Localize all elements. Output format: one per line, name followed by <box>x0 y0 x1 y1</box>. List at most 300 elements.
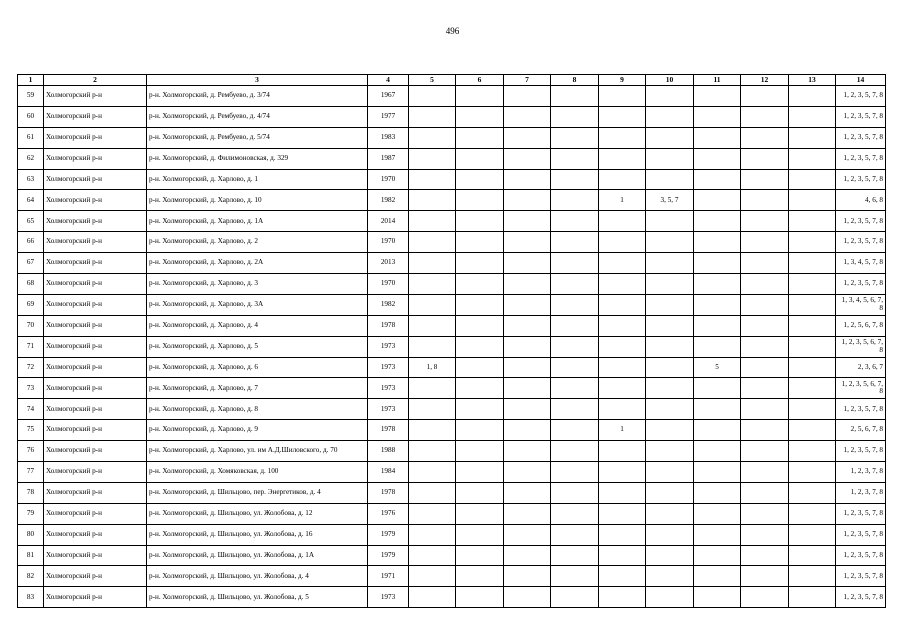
column-header-6: 6 <box>456 75 504 86</box>
table-cell-col-14: 1, 2, 3, 5, 7, 8 <box>836 503 886 524</box>
table-cell-col-12 <box>741 190 789 211</box>
table-cell-col-7 <box>504 294 551 315</box>
table-cell-col-11 <box>694 127 741 148</box>
table-cell-col-8 <box>551 127 599 148</box>
table-cell-col-8 <box>551 294 599 315</box>
table-cell-col-9 <box>599 503 646 524</box>
table-cell-col-12 <box>741 253 789 274</box>
table-cell-col-14: 1, 2, 3, 5, 7, 8 <box>836 169 886 190</box>
table-cell-col-11 <box>694 503 741 524</box>
table-cell-col-8 <box>551 462 599 483</box>
table-cell-col-13 <box>789 420 836 441</box>
column-header-10: 10 <box>646 75 694 86</box>
table-cell-col-8 <box>551 336 599 357</box>
column-header-7: 7 <box>504 75 551 86</box>
table-cell-col-8 <box>551 253 599 274</box>
table-cell-col-9 <box>599 211 646 232</box>
table-cell-col-12 <box>741 503 789 524</box>
table-cell-col-8 <box>551 482 599 503</box>
table-cell-col-6 <box>456 587 504 608</box>
table-cell-col-4: 1970 <box>368 274 409 295</box>
table-cell-col-14: 1, 2, 3, 5, 7, 8 <box>836 127 886 148</box>
table-cell-col-2: Холмогорский р-н <box>44 420 147 441</box>
table-cell-col-6 <box>456 336 504 357</box>
table-row <box>18 127 886 148</box>
table-cell-col-3: р-н. Холмогорский, д. Рембуево, д. 4/74 <box>147 106 368 127</box>
table-cell-col-1: 78 <box>18 482 44 503</box>
table-cell-col-6 <box>456 106 504 127</box>
table-cell-col-1: 83 <box>18 587 44 608</box>
table-cell-col-10 <box>646 357 694 378</box>
table-cell-col-1: 81 <box>18 545 44 566</box>
table-cell-col-3: р-н. Холмогорский, д. Харлово, д. 2А <box>147 253 368 274</box>
table-cell-col-4: 1977 <box>368 106 409 127</box>
table-cell-col-5 <box>409 211 456 232</box>
table-cell-col-7 <box>504 524 551 545</box>
table-cell-col-9 <box>599 462 646 483</box>
table-cell-col-10 <box>646 294 694 315</box>
table-cell-col-3: р-н. Холмогорский, д. Шильцово, ул. Жолобова, д. 1А <box>147 545 368 566</box>
table-cell-col-7 <box>504 462 551 483</box>
table-cell-col-10 <box>646 503 694 524</box>
table-cell-col-1: 64 <box>18 190 44 211</box>
table-cell-col-3: р-н. Холмогорский, д. Рембуево, д. 5/74 <box>147 127 368 148</box>
table-cell-col-2: Холмогорский р-н <box>44 148 147 169</box>
table-cell-col-10 <box>646 232 694 253</box>
table-cell-col-11 <box>694 315 741 336</box>
table-cell-col-7 <box>504 545 551 566</box>
column-header-8: 8 <box>551 75 599 86</box>
table-cell-col-8 <box>551 169 599 190</box>
table-cell-col-6 <box>456 420 504 441</box>
table-cell-col-14: 1, 2, 3, 5, 7, 8 <box>836 566 886 587</box>
table-cell-col-2: Холмогорский р-н <box>44 357 147 378</box>
table-cell-col-8 <box>551 357 599 378</box>
table-cell-col-5 <box>409 420 456 441</box>
table-cell-col-5 <box>409 566 456 587</box>
table-cell-col-11 <box>694 253 741 274</box>
table-row <box>18 587 886 608</box>
table-cell-col-7 <box>504 482 551 503</box>
table-cell-col-10 <box>646 211 694 232</box>
table-cell-col-7 <box>504 357 551 378</box>
table-cell-col-2: Холмогорский р-н <box>44 106 147 127</box>
table-cell-col-14: 1, 3, 4, 5, 6, 7, 8 <box>836 294 886 315</box>
table-row <box>18 399 886 420</box>
table-cell-col-11 <box>694 399 741 420</box>
table-cell-col-11 <box>694 566 741 587</box>
table-cell-col-4: 1978 <box>368 315 409 336</box>
table-cell-col-2: Холмогорский р-н <box>44 566 147 587</box>
page-number: 496 <box>445 26 460 36</box>
table-cell-col-12 <box>741 482 789 503</box>
column-header-11: 11 <box>694 75 741 86</box>
table-cell-col-9 <box>599 441 646 462</box>
table-cell-col-8 <box>551 211 599 232</box>
table-cell-col-13 <box>789 482 836 503</box>
table-cell-col-12 <box>741 106 789 127</box>
table-cell-col-5 <box>409 399 456 420</box>
table-cell-col-10 <box>646 587 694 608</box>
table-cell-col-7 <box>504 211 551 232</box>
table-cell-col-6 <box>456 86 504 107</box>
column-header-5: 5 <box>409 75 456 86</box>
table-cell-col-4: 1973 <box>368 336 409 357</box>
table-cell-col-12 <box>741 211 789 232</box>
table-cell-col-1: 60 <box>18 106 44 127</box>
table-cell-col-13 <box>789 315 836 336</box>
table-cell-col-5 <box>409 545 456 566</box>
table-cell-col-4: 1967 <box>368 86 409 107</box>
table-cell-col-9 <box>599 232 646 253</box>
table-cell-col-5 <box>409 253 456 274</box>
table-cell-col-13 <box>789 524 836 545</box>
table-cell-col-7 <box>504 274 551 295</box>
table-cell-col-12 <box>741 399 789 420</box>
table-cell-col-4: 1973 <box>368 357 409 378</box>
table-cell-col-11 <box>694 106 741 127</box>
table-cell-col-4: 1984 <box>368 462 409 483</box>
table-cell-col-6 <box>456 211 504 232</box>
table-cell-col-13 <box>789 378 836 399</box>
table-cell-col-3: р-н. Холмогорский, д. Харлово, д. 3А <box>147 294 368 315</box>
table-cell-col-6 <box>456 274 504 295</box>
table-cell-col-14: 1, 2, 3, 7, 8 <box>836 482 886 503</box>
table-cell-col-13 <box>789 462 836 483</box>
table-cell-col-1: 63 <box>18 169 44 190</box>
table-cell-col-7 <box>504 587 551 608</box>
table-cell-col-4: 1971 <box>368 566 409 587</box>
table-cell-col-13 <box>789 566 836 587</box>
table-cell-col-14: 1, 2, 3, 5, 7, 8 <box>836 232 886 253</box>
table-cell-col-11 <box>694 148 741 169</box>
table-cell-col-5 <box>409 503 456 524</box>
table-cell-col-8 <box>551 232 599 253</box>
table-cell-col-1: 62 <box>18 148 44 169</box>
table-cell-col-12 <box>741 462 789 483</box>
table-cell-col-9 <box>599 378 646 399</box>
table-cell-col-2: Холмогорский р-н <box>44 462 147 483</box>
table-cell-col-14: 1, 2, 3, 5, 7, 8 <box>836 106 886 127</box>
table-cell-col-9 <box>599 169 646 190</box>
table-cell-col-1: 82 <box>18 566 44 587</box>
table-cell-col-1: 75 <box>18 420 44 441</box>
table-cell-col-7 <box>504 503 551 524</box>
column-header-9: 9 <box>599 75 646 86</box>
table-cell-col-11 <box>694 587 741 608</box>
table-cell-col-2: Холмогорский р-н <box>44 441 147 462</box>
table-cell-col-2: Холмогорский р-н <box>44 315 147 336</box>
table-cell-col-8 <box>551 441 599 462</box>
table-cell-col-1: 76 <box>18 441 44 462</box>
table-cell-col-5 <box>409 587 456 608</box>
table-cell-col-13 <box>789 357 836 378</box>
table-cell-col-14: 1, 2, 3, 5, 6, 7, 8 <box>836 378 886 399</box>
table-cell-col-5 <box>409 274 456 295</box>
table-cell-col-8 <box>551 378 599 399</box>
table-cell-col-5 <box>409 106 456 127</box>
table-cell-col-9 <box>599 253 646 274</box>
table-cell-col-12 <box>741 274 789 295</box>
table-cell-col-4: 1973 <box>368 399 409 420</box>
table-cell-col-14: 1, 2, 3, 5, 7, 8 <box>836 148 886 169</box>
table-cell-col-10 <box>646 106 694 127</box>
table-row <box>18 294 886 315</box>
table-cell-col-6 <box>456 127 504 148</box>
table-cell-col-12 <box>741 315 789 336</box>
table-cell-col-4: 1979 <box>368 545 409 566</box>
table-cell-col-13 <box>789 253 836 274</box>
table-row <box>18 106 886 127</box>
table-cell-col-7 <box>504 420 551 441</box>
table-cell-col-11 <box>694 462 741 483</box>
table-cell-col-2: Холмогорский р-н <box>44 211 147 232</box>
table-cell-col-7 <box>504 127 551 148</box>
table-cell-col-13 <box>789 148 836 169</box>
table-cell-col-8 <box>551 503 599 524</box>
table-cell-col-11 <box>694 294 741 315</box>
table-cell-col-14: 2, 3, 6, 7 <box>836 357 886 378</box>
table-cell-col-3: р-н. Холмогорский, д. Харлово, д. 1 <box>147 169 368 190</box>
table-cell-col-4: 1987 <box>368 148 409 169</box>
table-cell-col-11 <box>694 524 741 545</box>
table-cell-col-9 <box>599 399 646 420</box>
table-cell-col-4: 1979 <box>368 524 409 545</box>
table-cell-col-10 <box>646 566 694 587</box>
table-cell-col-1: 71 <box>18 336 44 357</box>
table-cell-col-9 <box>599 315 646 336</box>
table-cell-col-12 <box>741 148 789 169</box>
table-cell-col-5 <box>409 441 456 462</box>
table-cell-col-13 <box>789 294 836 315</box>
table-row <box>18 378 886 399</box>
table-cell-col-2: Холмогорский р-н <box>44 86 147 107</box>
table-cell-col-5 <box>409 336 456 357</box>
table-cell-col-14: 1, 2, 3, 5, 7, 8 <box>836 399 886 420</box>
table-cell-col-8 <box>551 148 599 169</box>
table-cell-col-1: 73 <box>18 378 44 399</box>
table-cell-col-11 <box>694 441 741 462</box>
table-cell-col-5 <box>409 232 456 253</box>
table-cell-col-4: 2013 <box>368 253 409 274</box>
table-cell-col-10: 3, 5, 7 <box>646 190 694 211</box>
table-cell-col-9 <box>599 336 646 357</box>
table-cell-col-11 <box>694 274 741 295</box>
table-cell-col-3: р-н. Холмогорский, д. Харлово, д. 8 <box>147 399 368 420</box>
table-cell-col-5 <box>409 86 456 107</box>
table-cell-col-9 <box>599 566 646 587</box>
table-cell-col-6 <box>456 253 504 274</box>
table-cell-col-2: Холмогорский р-н <box>44 294 147 315</box>
table-cell-col-2: Холмогорский р-н <box>44 524 147 545</box>
table-cell-col-6 <box>456 378 504 399</box>
table-cell-col-13 <box>789 86 836 107</box>
table-cell-col-7 <box>504 336 551 357</box>
table-cell-col-3: р-н. Холмогорский, д. Харлово, д. 5 <box>147 336 368 357</box>
table-cell-col-14: 1, 2, 3, 5, 7, 8 <box>836 587 886 608</box>
table-cell-col-12 <box>741 232 789 253</box>
table-cell-col-1: 65 <box>18 211 44 232</box>
table-cell-col-6 <box>456 524 504 545</box>
table-cell-col-3: р-н. Холмогорский, д. Харлово, д. 4 <box>147 315 368 336</box>
table-cell-col-12 <box>741 169 789 190</box>
table-cell-col-12 <box>741 420 789 441</box>
table-cell-col-6 <box>456 315 504 336</box>
table-cell-col-13 <box>789 336 836 357</box>
column-header-13: 13 <box>789 75 836 86</box>
table-cell-col-1: 74 <box>18 399 44 420</box>
table-cell-col-5 <box>409 294 456 315</box>
table-cell-col-10 <box>646 86 694 107</box>
table-cell-col-9 <box>599 545 646 566</box>
table-cell-col-1: 67 <box>18 253 44 274</box>
table-cell-col-6 <box>456 503 504 524</box>
table-cell-col-9 <box>599 86 646 107</box>
table-cell-col-2: Холмогорский р-н <box>44 545 147 566</box>
table-cell-col-12 <box>741 524 789 545</box>
table-cell-col-5: 1, 8 <box>409 357 456 378</box>
table-cell-col-3: р-н. Холмогорский, д. Харлово, д. 1А <box>147 211 368 232</box>
table-cell-col-5 <box>409 524 456 545</box>
table-cell-col-14: 1, 2, 3, 7, 8 <box>836 462 886 483</box>
table-row <box>18 545 886 566</box>
table-cell-col-2: Холмогорский р-н <box>44 232 147 253</box>
column-header-12: 12 <box>741 75 789 86</box>
table-cell-col-14: 4, 6, 8 <box>836 190 886 211</box>
table-cell-col-10 <box>646 420 694 441</box>
table-cell-col-2: Холмогорский р-н <box>44 399 147 420</box>
table-cell-col-5 <box>409 462 456 483</box>
table-cell-col-10 <box>646 441 694 462</box>
table-cell-col-6 <box>456 545 504 566</box>
table-row <box>18 253 886 274</box>
table-cell-col-3: р-н. Холмогорский, д. Харлово, д. 3 <box>147 274 368 295</box>
table-cell-col-13 <box>789 587 836 608</box>
column-header-3: 3 <box>147 75 368 86</box>
table-cell-col-10 <box>646 524 694 545</box>
table-row <box>18 524 886 545</box>
table-row <box>18 86 886 107</box>
table-cell-col-1: 77 <box>18 462 44 483</box>
table-row <box>18 566 886 587</box>
table-cell-col-7 <box>504 378 551 399</box>
table-cell-col-6 <box>456 462 504 483</box>
table-cell-col-5 <box>409 315 456 336</box>
table-cell-col-12 <box>741 441 789 462</box>
table-cell-col-9 <box>599 127 646 148</box>
table-cell-col-12 <box>741 378 789 399</box>
table-cell-col-7 <box>504 148 551 169</box>
table-row <box>18 462 886 483</box>
table-cell-col-4: 1982 <box>368 190 409 211</box>
table-cell-col-11 <box>694 190 741 211</box>
table-cell-col-7 <box>504 441 551 462</box>
table-cell-col-10 <box>646 127 694 148</box>
table-cell-col-11 <box>694 211 741 232</box>
table-cell-col-9 <box>599 357 646 378</box>
table-cell-col-11 <box>694 420 741 441</box>
table-cell-col-4: 1978 <box>368 420 409 441</box>
table-cell-col-1: 70 <box>18 315 44 336</box>
table-cell-col-6 <box>456 190 504 211</box>
table-cell-col-4: 1983 <box>368 127 409 148</box>
register-table <box>17 74 886 608</box>
table-body <box>18 86 886 608</box>
table-cell-col-5 <box>409 127 456 148</box>
table-cell-col-5 <box>409 190 456 211</box>
table-cell-col-3: р-н. Холмогорский, д. Харлово, ул. им А.Д.Шиловского, д. 70 <box>147 441 368 462</box>
table-cell-col-9 <box>599 106 646 127</box>
table-cell-col-7 <box>504 169 551 190</box>
table-cell-col-13 <box>789 274 836 295</box>
table-cell-col-6 <box>456 566 504 587</box>
table-cell-col-4: 1982 <box>368 294 409 315</box>
table-cell-col-3: р-н. Холмогорский, д. Хомяковская, д. 100 <box>147 462 368 483</box>
table-cell-col-6 <box>456 441 504 462</box>
table-cell-col-2: Холмогорский р-н <box>44 127 147 148</box>
table-cell-col-14: 1, 2, 5, 6, 7, 8 <box>836 315 886 336</box>
table-cell-col-10 <box>646 545 694 566</box>
table-cell-col-13 <box>789 106 836 127</box>
table-row <box>18 357 886 378</box>
table-cell-col-6 <box>456 294 504 315</box>
table-cell-col-10 <box>646 378 694 399</box>
table-cell-col-6 <box>456 357 504 378</box>
table-cell-col-12 <box>741 545 789 566</box>
table-cell-col-3: р-н. Холмогорский, д. Харлово, д. 10 <box>147 190 368 211</box>
table-cell-col-10 <box>646 253 694 274</box>
table-cell-col-1: 59 <box>18 86 44 107</box>
table-cell-col-2: Холмогорский р-н <box>44 378 147 399</box>
table-cell-col-13 <box>789 190 836 211</box>
table-cell-col-8 <box>551 399 599 420</box>
table-cell-col-13 <box>789 232 836 253</box>
column-header-1: 1 <box>18 75 44 86</box>
table-cell-col-11 <box>694 482 741 503</box>
table-cell-col-2: Холмогорский р-н <box>44 336 147 357</box>
table-cell-col-4: 1973 <box>368 378 409 399</box>
table-cell-col-13 <box>789 169 836 190</box>
table-cell-col-7 <box>504 566 551 587</box>
table-cell-col-1: 80 <box>18 524 44 545</box>
table-cell-col-8 <box>551 106 599 127</box>
table-cell-col-7 <box>504 86 551 107</box>
table-cell-col-6 <box>456 232 504 253</box>
table-cell-col-6 <box>456 169 504 190</box>
table-cell-col-14: 1, 3, 4, 5, 7, 8 <box>836 253 886 274</box>
table-row <box>18 441 886 462</box>
table-cell-col-2: Холмогорский р-н <box>44 190 147 211</box>
column-header-14: 14 <box>836 75 886 86</box>
table-cell-col-13 <box>789 503 836 524</box>
table-cell-col-3: р-н. Холмогорский, д. Рембуево, д. 3/74 <box>147 86 368 107</box>
header-row <box>18 75 886 86</box>
table-cell-col-8 <box>551 524 599 545</box>
table-cell-col-3: р-н. Холмогорский, д. Филимоновская, д. 329 <box>147 148 368 169</box>
table-cell-col-9 <box>599 524 646 545</box>
table-cell-col-12 <box>741 587 789 608</box>
table-cell-col-7 <box>504 190 551 211</box>
table-row <box>18 148 886 169</box>
table-cell-col-13 <box>789 441 836 462</box>
table-cell-col-9 <box>599 587 646 608</box>
table-cell-col-13 <box>789 399 836 420</box>
table-cell-col-10 <box>646 399 694 420</box>
table-cell-col-1: 66 <box>18 232 44 253</box>
table-cell-col-7 <box>504 399 551 420</box>
table-cell-col-10 <box>646 315 694 336</box>
table-cell-col-10 <box>646 482 694 503</box>
